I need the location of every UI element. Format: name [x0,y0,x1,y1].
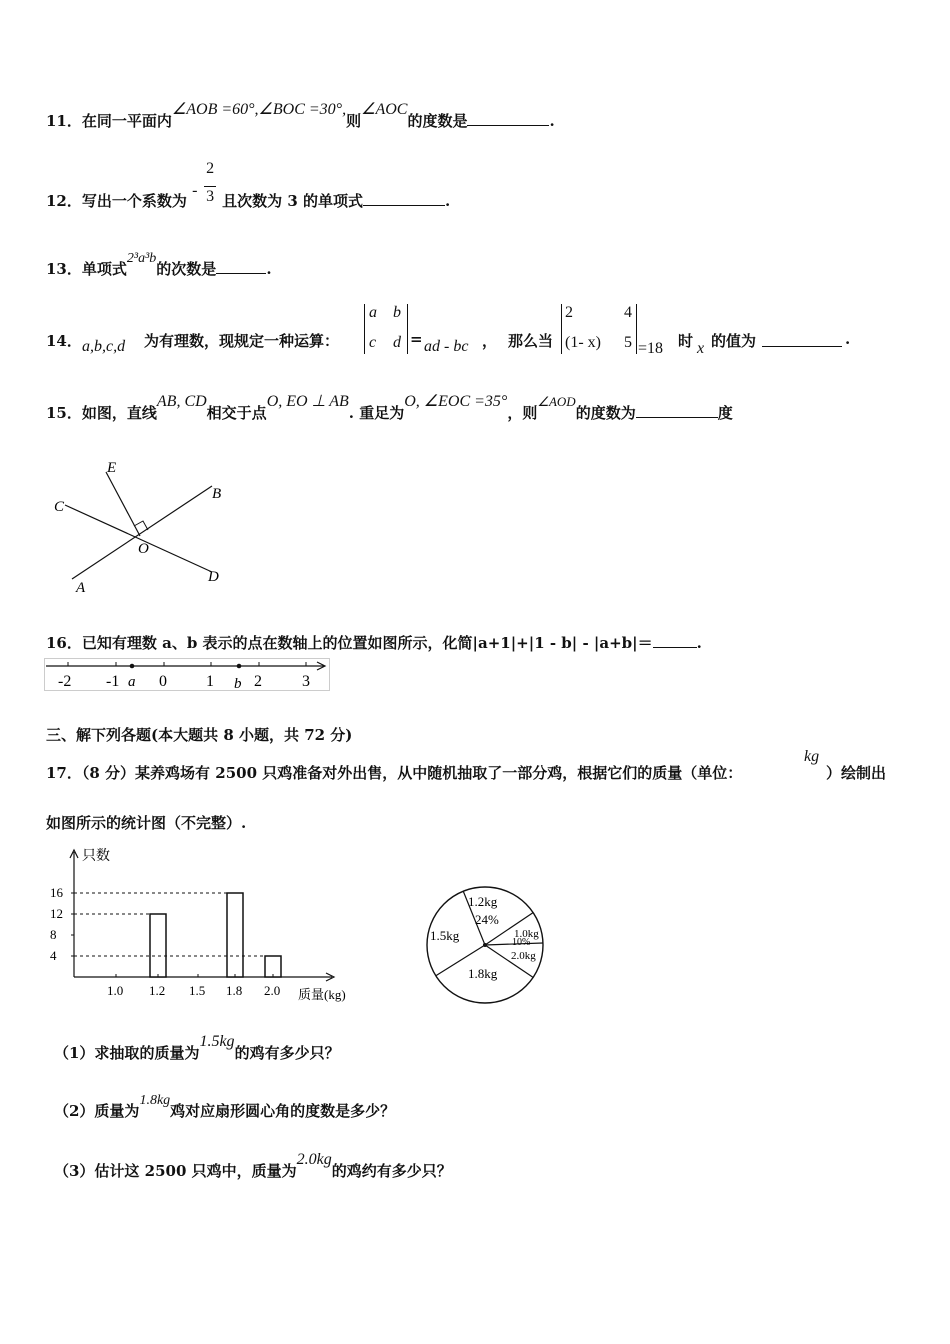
x-tick-label: 1.5 [189,983,206,998]
pie-slice-label: 1.2kg [468,894,498,909]
pie-slice-label: 1.5kg [430,928,460,943]
q11-answer-blank[interactable] [467,111,549,126]
q11-expression: ∠AOB =60°,∠BOC =30°, [171,101,347,118]
label-b: B [212,486,222,502]
q17-sub2: （2）质量为1.8kg鸡对应扇形圆心角的度数是多少？ [54,1093,396,1120]
tick-label: 0 [159,673,167,690]
y-axis-label: 只数 [82,849,110,864]
tick-label: 3 [302,673,310,690]
q14-determinant-2: 2 4 (1- x) 5 [561,304,637,354]
pie-slice-label: 2.0kg [511,950,536,962]
q14-determinant-1: a b c d [364,304,408,354]
pie-center [483,943,487,947]
question-11: 11．在同一平面内∠AOB =60°,∠BOC =30°,则∠AOC的度数是 . [46,101,555,130]
q11-text2: 则 [346,112,362,130]
x-axis-label: 质量(kg) [298,987,346,1002]
q15-figure [40,452,240,602]
q14-answer-blank[interactable] [762,332,842,347]
y-tick-label: 4 [50,948,57,963]
q17-text: （8 分）某养鸡场有 2500 只鸡准备对外出售，从中随机抽取了一部分鸡，根据它们的质量（单位： [81,764,743,782]
y-tick-label: 16 [50,885,63,900]
q12-answer-blank[interactable] [363,191,445,206]
x-tick-label: 1.8 [226,983,243,998]
bar [265,956,281,977]
q13-answer-blank[interactable] [216,259,266,274]
q17-unit: kg [804,748,820,765]
q14-vars: a,b,c,d [82,338,126,355]
q17-sub3: （3）估计这 2500 只鸡中，质量为2.0kg的鸡约有多少只？ [54,1151,452,1180]
q17-bar-chart [44,842,364,1004]
q12-fraction: - 2 3 [192,160,215,205]
question-13: 13．单项式2³a³b的次数是 . [46,251,272,278]
y-tick-label: 8 [50,927,57,942]
q11-expression2: ∠AOC [361,101,408,118]
tick-label: -1 [106,673,120,690]
q12-text: 写出一个系数为 [81,192,187,210]
q11-number: 11． [46,112,82,130]
q11-text: 在同一平面内 [81,112,172,130]
tick-label: -2 [58,673,72,690]
line-cd [65,505,212,572]
q17-line2: 如图所示的统计图（不完整）. [46,814,247,832]
section-3-title: 三、解下列各题(本大题共 8 小题，共 72 分) [46,726,353,744]
pie-slice-label: 1.8kg [468,966,498,981]
q14-text: 为有理数，现规定一种运算： [144,332,340,350]
question-12: 12．写出一个系数为 - 2 3 且次数为 3 的单项式 . [46,160,451,210]
label-e: E [107,460,117,476]
question-17: 17．（8 分）某养鸡场有 2500 只鸡准备对外出售，从中随机抽取了一部分鸡，根据它们的质量（单位： [46,764,743,782]
point-a-label: a [128,674,136,690]
label-a: A [76,580,86,596]
label-o: O [138,541,149,557]
bar [150,914,166,977]
q11-text3: 的度数是 [407,112,468,130]
q16-text: 已知有理数 a、b 表示的点在数轴上的位置如图所示，化简|a+1|+|1 - b| - |a+b|＝ [81,634,653,652]
q16-answer-blank[interactable] [653,633,697,648]
y-tick-label: 12 [50,906,63,921]
pie-percent-label: 10% [512,937,531,948]
question-15: 15．如图，直线AB, CD相交于点O, EO ⊥ AB. 重足为O, ∠EOC =35°，则∠AOD的度数为 度 [46,393,733,422]
question-16: 16．已知有理数 a、b 表示的点在数轴上的位置如图所示，化简|a+1|+|1 - b| - |a+b|＝ . [46,634,702,652]
tick-label: 2 [254,673,262,690]
x-tick-label: 2.0 [264,983,281,998]
pie-percent-label: 24% [475,912,499,927]
q17-sub1: （1）求抽取的质量为1.5kg的鸡有多少只？ [54,1033,340,1062]
point-a [130,664,135,669]
q16-number-line [44,658,334,692]
q17-pie-chart [424,884,548,1006]
tick-label: 1 [206,673,214,690]
q13-expression: 2³a³b [126,251,157,266]
x-tick-label: 1.2 [149,983,166,998]
question-14: 14． [46,332,82,350]
label-c: C [54,499,65,515]
q15-answer-blank[interactable] [636,403,718,418]
pie-slice-label: 1.0kg [514,928,539,940]
point-b [237,664,242,669]
line-ab [72,486,212,579]
x-tick-label: 1.0 [107,983,124,998]
point-b-label: b [234,676,242,692]
bar [227,893,243,977]
label-d: D [208,569,219,585]
